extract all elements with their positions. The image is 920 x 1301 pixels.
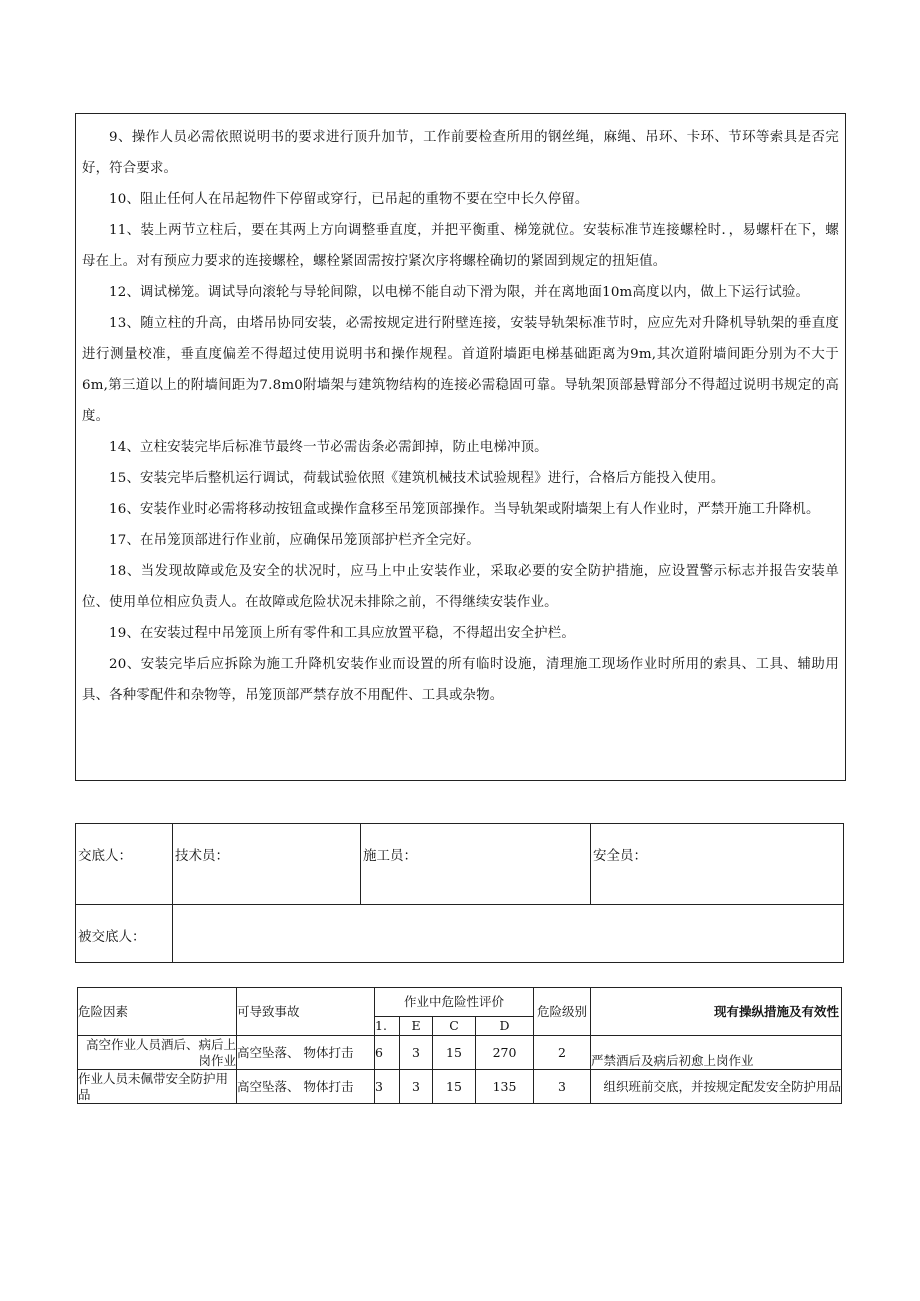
header-factor: 危险因素 — [78, 988, 237, 1036]
row-factor: 作业人员未佩带安全防护用品 — [78, 1070, 237, 1104]
safety-officer-field[interactable]: 安全员： — [591, 824, 844, 905]
technician-field[interactable]: 技术员： — [173, 824, 361, 905]
signature-table — [75, 823, 844, 963]
instruction-item-17: 17、在吊笼顶部进行作业前，应确保吊笼顶部护栏齐全完好。 — [109, 533, 480, 548]
row-E: 3 — [400, 1036, 433, 1070]
instruction-item-12: 12、调试梯笼。调试导向滚轮与导轮间隙，以电梯不能自动下滑为限，并在离地面10m高度以内，做上下运行试验。 — [109, 285, 810, 300]
builder-field[interactable]: 施工员： — [361, 824, 591, 905]
row-C: 15 — [433, 1036, 476, 1070]
header-D: D — [476, 1017, 534, 1036]
instruction-item-15: 15、安装完毕后整机运行调试，荷载试验依照《建筑机械技术试验规程》进行，合格后方能投入使用。 — [109, 471, 725, 486]
row-E: 3 — [400, 1070, 433, 1104]
row-accident: 高空坠落、 物体打击 — [237, 1070, 375, 1104]
header-measures: 现有操纵措施及有效性 — [591, 988, 842, 1036]
header-C: C — [433, 1017, 476, 1036]
giver-label: 交底人： — [76, 824, 173, 905]
header-L: 1. — [375, 1017, 400, 1036]
row-L: 3 — [375, 1070, 400, 1104]
instruction-item-13: 13、随立柱的升高，由塔吊协同安装，必需按规定进行附壁连接，安装导轨架标准节时，应应先对升降机导轨架的垂直度进行测量校准，垂直度偏差不得超过使用说明书和操作规程。首道附墙距电梯基础距离为9m,其次道附墙间距分别为不大于6m,第三道以上的附墙间距为7.8m0附墙架与建筑物结构的连接必需稳固可靠。导轨架顶部悬臂部分不得超过说明书规定的高度。 — [82, 316, 839, 424]
header-E: E — [400, 1017, 433, 1036]
instruction-item-20: 20、安装完毕后应拆除为施工升降机安装作业而设置的所有临时设施，清理施工现场作业时所用的索具、工具、辅助用具、各种零配件和杂物等，吊笼顶部严禁存放不用配件、工具或杂物。 — [82, 657, 839, 703]
row-accident: 高空坠落、 物体打击 — [237, 1036, 375, 1070]
row-measures: 组织班前交底，并按规定配发安全防护用品 — [591, 1070, 842, 1104]
row-factor: 高空作业人员酒后、病后上岗作业 — [78, 1036, 237, 1070]
instruction-item-18: 18、当发现故障或危及安全的状况时，应马上中止安装作业，采取必要的安全防护措施，应设置警示标志并报告安装单位、使用单位相应负责人。在故障或危险状况未排除之前，不得继续安装作业。 — [82, 564, 839, 610]
receiver-field[interactable] — [173, 905, 844, 963]
instruction-item-19: 19、在安装过程中吊笼顶上所有零件和工具应放置平稳，不得超出安全护栏。 — [109, 626, 575, 641]
row-D: 270 — [476, 1036, 534, 1070]
header-accident: 可导致事故 — [237, 988, 375, 1036]
row-level: 3 — [534, 1070, 591, 1104]
row-D: 135 — [476, 1070, 534, 1104]
table-row — [78, 1070, 842, 1104]
safety-instructions-box — [75, 113, 846, 781]
instruction-item-9: 9、操作人员必需依照说明书的要求进行顶升加节，工作前要检查所用的钢丝绳，麻绳、吊环、卡环、节环等索具是否完好，符合要求。 — [82, 130, 839, 176]
row-level: 2 — [534, 1036, 591, 1070]
instruction-item-11: 11、装上两节立柱后，要在其两上方向调整垂直度，并把平衡重、梯笼就位。安装标准节连接螺栓时．，易螺杆在下，螺母在上。对有预应力要求的连接螺栓，螺栓紧固需按拧紧次序将螺栓确切的紧固到规定的扭矩值。 — [82, 223, 839, 269]
header-level: 危险级别 — [534, 988, 591, 1036]
instruction-item-10: 10、阻止任何人在吊起物件下停留或穿行，已吊起的重物不要在空中长久停留。 — [109, 192, 589, 207]
row-measures: 严禁酒后及病后初愈上岗作业 — [591, 1036, 842, 1070]
instruction-item-16: 16、安装作业时必需将移动按钮盒或操作盒移至吊笼顶部操作。当导轨架或附墙架上有人作业时，严禁开施工升降机。 — [109, 502, 820, 517]
instruction-item-14: 14、立柱安装完毕后标准节最终一节必需齿条必需卸掉，防止电梯冲顶。 — [109, 440, 548, 455]
header-evaluation: 作业中危险性评价 — [375, 988, 534, 1017]
row-L: 6 — [375, 1036, 400, 1070]
receiver-label: 被交底人： — [76, 905, 173, 963]
risk-assessment-table — [77, 987, 842, 1104]
table-row — [78, 1036, 842, 1070]
row-C: 15 — [433, 1070, 476, 1104]
